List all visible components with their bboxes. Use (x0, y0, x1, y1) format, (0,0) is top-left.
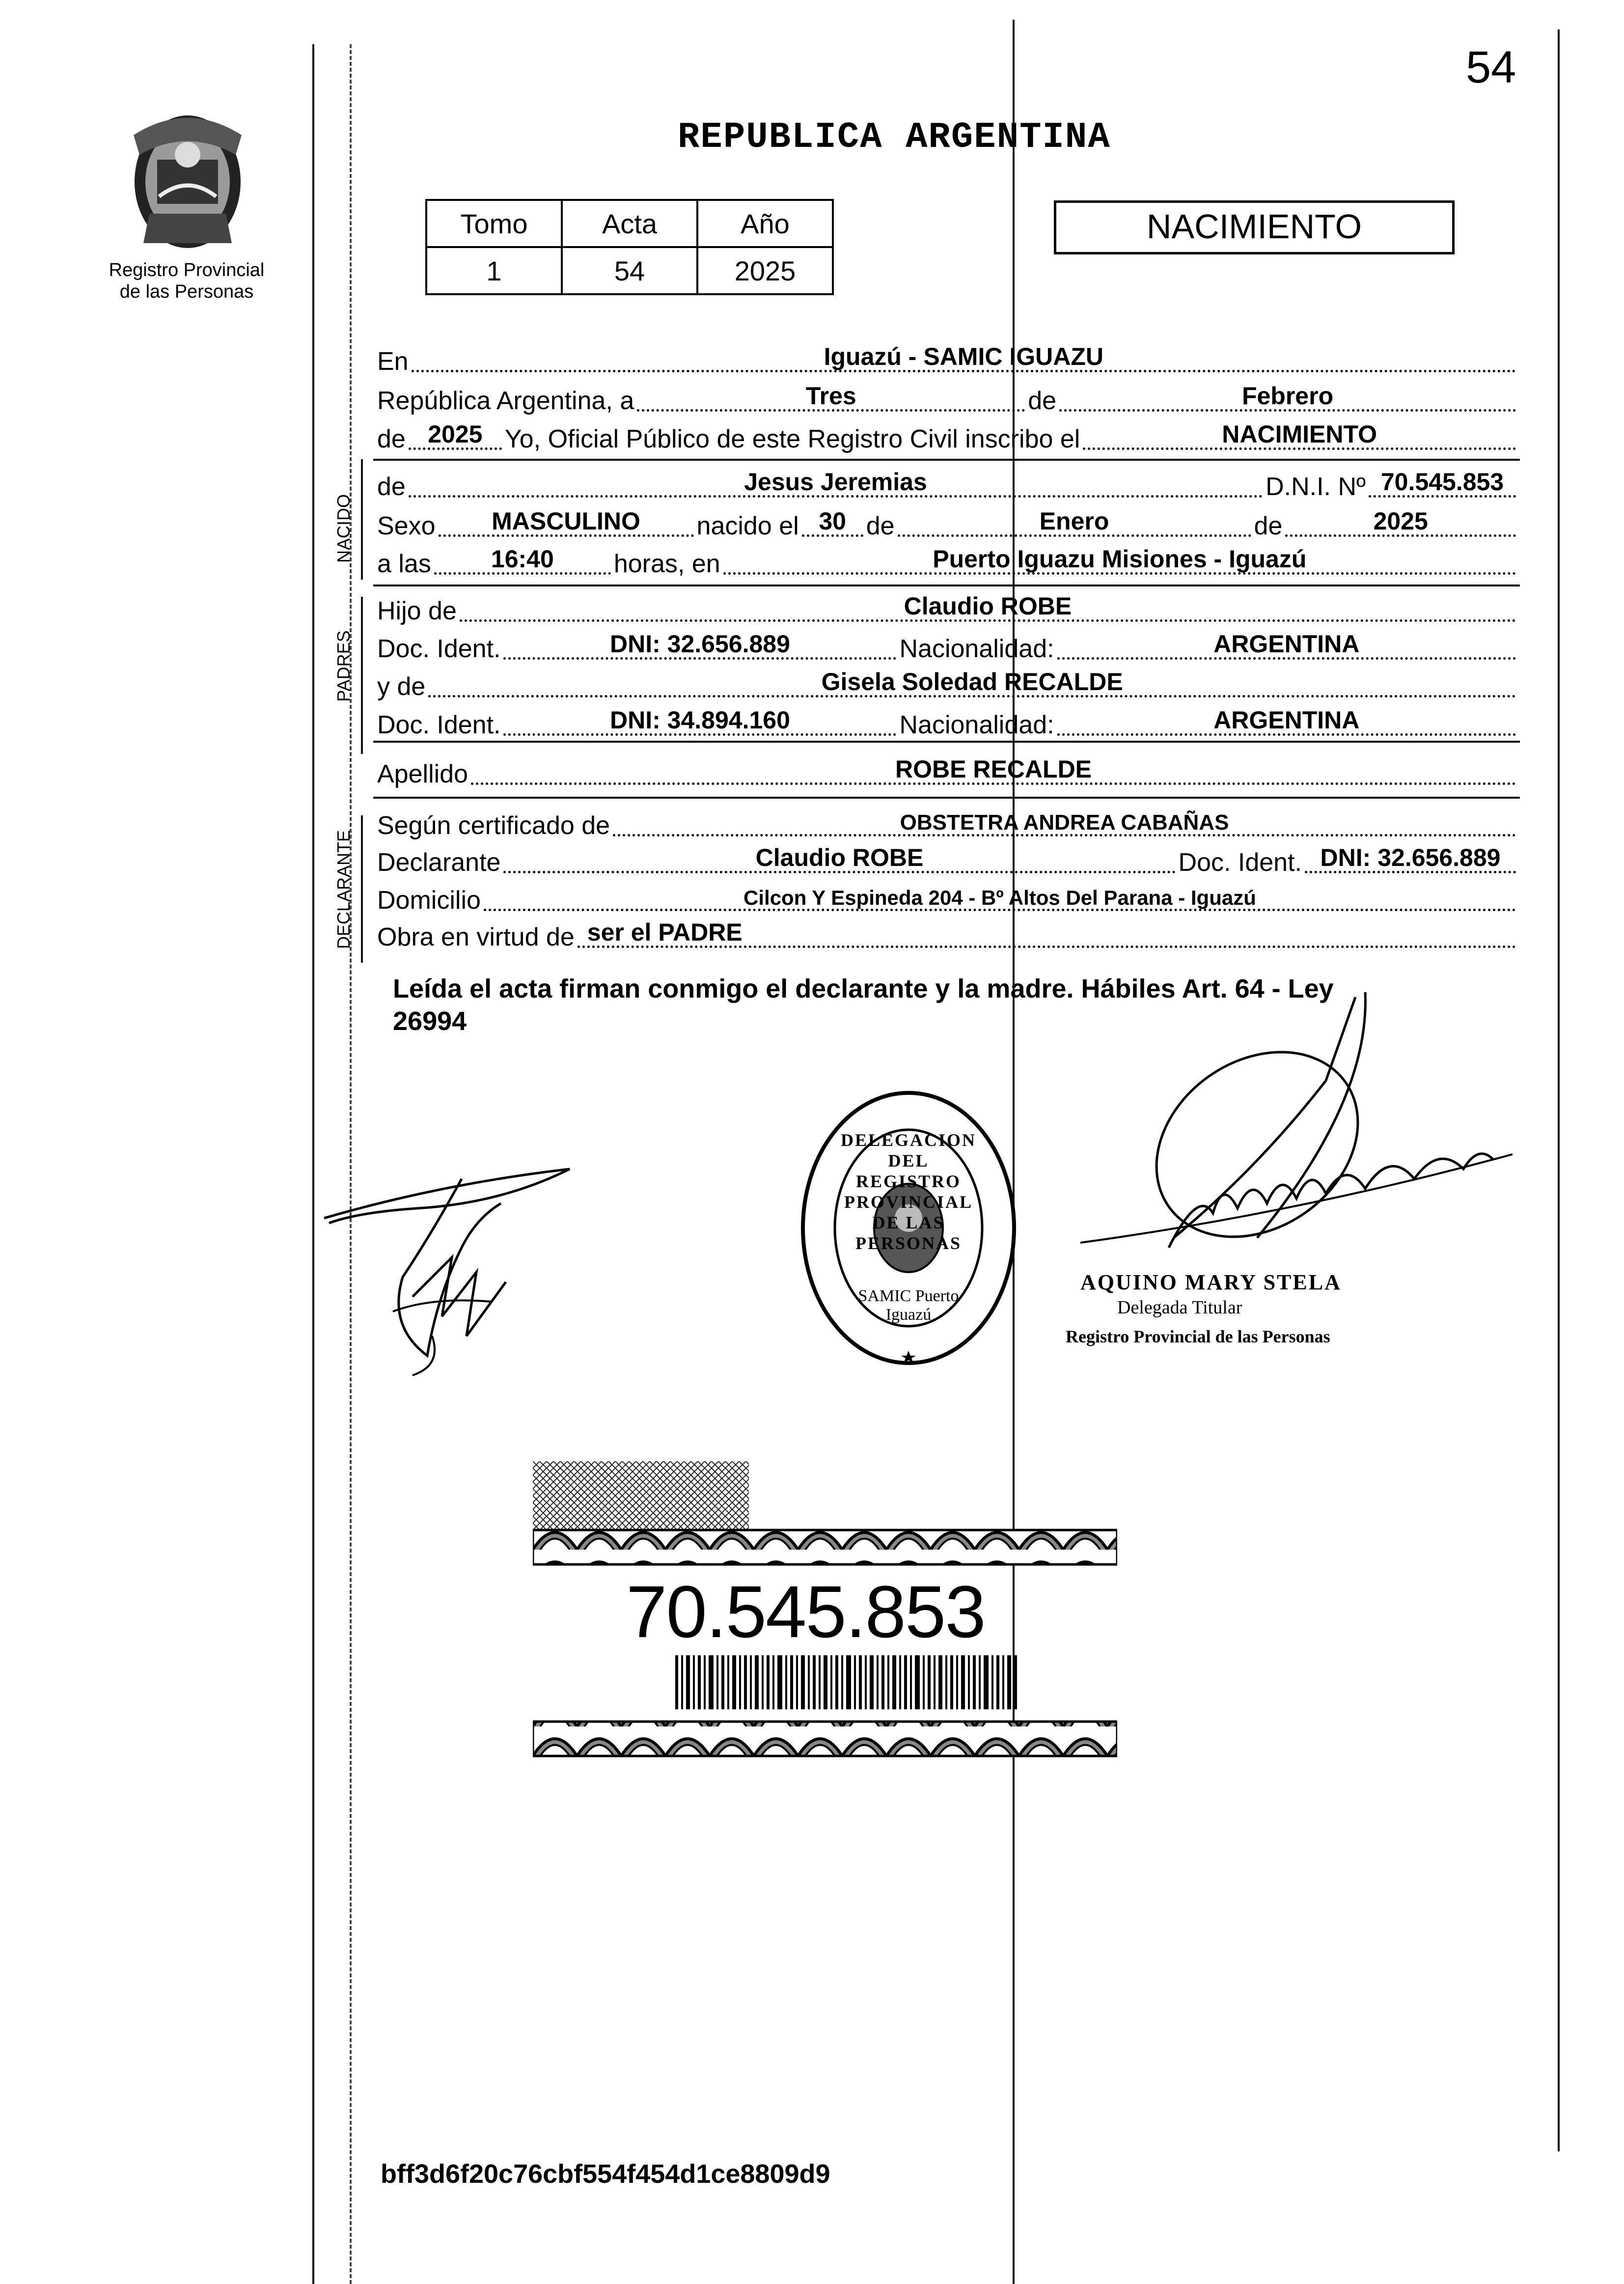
label-hijo-de: Hijo de (377, 597, 457, 625)
field-padre-doc (503, 628, 896, 660)
field-nombre (409, 466, 1263, 498)
section-label-nacido: NACIDO (333, 494, 354, 563)
field-certificado (613, 805, 1516, 836)
security-dni-number: 70.545.853 (626, 1570, 985, 1653)
record-type-box: NACIMIENTO (1054, 200, 1455, 254)
field-dia (637, 380, 1025, 412)
nacido-bracket (361, 459, 363, 580)
label-oficial: Yo, Oficial Público de este Registro Civil inscribo el (504, 425, 1080, 453)
label-apellido: Apellido (377, 760, 468, 788)
label-horas-en: horas, en (613, 550, 720, 578)
form-row-hora (377, 546, 1519, 579)
label-doc-ident-madre: Doc. Ident. (377, 711, 501, 739)
barcode-icon (675, 1655, 1019, 1709)
field-hora (434, 543, 611, 575)
section-label-padres: PADRES (333, 630, 354, 702)
label-de2: de (1254, 512, 1283, 540)
security-label (533, 1461, 1117, 1761)
label-a-las: a las (377, 550, 431, 578)
value-hora: 16:40 (491, 545, 554, 573)
value-lugar: Iguazú - SAMIC IGUAZU (824, 343, 1104, 370)
field-mes (1059, 380, 1516, 412)
label-y-de: y de (377, 672, 426, 701)
value-padre-doc: DNI: 32.656.889 (610, 630, 790, 658)
label-nacionalidad-padre: Nacionalidad: (899, 635, 1054, 663)
separator-2 (373, 585, 1520, 586)
page-number: 54 (1466, 42, 1516, 92)
official-office: Registro Provincial de las Personas (1066, 1327, 1330, 1346)
field-anio-nac (1285, 505, 1516, 537)
label-de-anio: de (377, 425, 406, 453)
value-madre: Gisela Soledad RECALDE (821, 668, 1123, 696)
form-row-madre (377, 669, 1519, 701)
closing-line1: Leída el acta firman conmigo el declarante y la madre. Hábiles Art. 64 - Ley (393, 974, 1334, 1003)
label-sexo: Sexo (377, 512, 436, 540)
label-doc-ident-padre: Doc. Ident. (377, 635, 501, 663)
value-anio-nac: 2025 (1373, 507, 1428, 535)
stamp-inner-text: SAMIC Puerto Iguazú (858, 1287, 959, 1324)
value-dia-nac: 30 (819, 507, 846, 535)
label-en: En (377, 347, 409, 376)
value-apellido: ROBE RECALDE (895, 755, 1092, 783)
label-de-mes: de (1028, 387, 1057, 415)
field-madre-nac (1057, 704, 1516, 736)
official-role: Delegada Titular (1117, 1297, 1242, 1318)
declarante-bracket (361, 815, 363, 963)
form-row-padre-doc (377, 631, 1519, 664)
label-domicilio: Domicilio (377, 886, 481, 915)
logo-caption-line2: de las Personas (119, 281, 254, 302)
value-mes: Febrero (1241, 382, 1334, 410)
table-value-anio: 2025 (697, 247, 833, 294)
label-de-nombre: de (377, 473, 406, 501)
field-dni (1369, 466, 1516, 498)
value-sexo: MASCULINO (492, 507, 640, 535)
label-obra: Obra en virtud de (377, 923, 575, 951)
form-row-madre-doc (377, 707, 1519, 740)
field-domicilio (484, 879, 1516, 911)
value-anio: 2025 (428, 420, 483, 448)
table-value-acta: 54 (562, 247, 697, 294)
label-declarante: Declarante (377, 848, 501, 877)
label-nacionalidad-madre: Nacionalidad: (899, 711, 1054, 739)
logo-caption (93, 259, 280, 303)
field-mes-nac (898, 505, 1251, 537)
field-declarante-doc (1305, 841, 1516, 873)
stamp-ring-text: DELEGACION DEL REGISTRO PROVINCIAL DE LAS PERSONAS (840, 1130, 977, 1253)
label-de1: de (866, 512, 895, 540)
field-dia-nac (802, 505, 863, 537)
field-padre (460, 590, 1516, 622)
form-row-anio (377, 421, 1519, 454)
field-apellido (471, 753, 1516, 785)
label-dni: D.N.I. Nº (1266, 473, 1366, 501)
value-mes-nac: Enero (1039, 507, 1109, 535)
table-value-tomo: 1 (426, 247, 562, 294)
right-margin-line (1558, 29, 1560, 2151)
registry-table-values (426, 247, 833, 294)
separator-1 (373, 459, 1520, 461)
field-padre-nac (1057, 628, 1516, 660)
page-title: REPUBLICA ARGENTINA (678, 117, 1111, 158)
form-row-domicilio (377, 883, 1519, 915)
table-header-acta: Acta (562, 200, 697, 247)
field-obra (578, 916, 1516, 948)
value-acto: NACIMIENTO (1222, 420, 1377, 448)
form-row-padre (377, 593, 1519, 626)
field-madre-doc (503, 704, 896, 736)
value-certificado: OBSTETRA ANDREA CABAÑAS (900, 810, 1229, 835)
label-doc-ident-declarante: Doc. Ident. (1178, 848, 1302, 877)
logo-caption-line1: Registro Provincial (109, 260, 265, 280)
registry-table-header (426, 200, 833, 247)
declarant-signature (314, 1149, 619, 1385)
field-declarante (503, 841, 1175, 873)
field-anio (409, 418, 502, 450)
field-sexo (439, 505, 694, 537)
value-padre-nac: ARGENTINA (1213, 630, 1360, 658)
form-row-nombre (377, 469, 1519, 501)
form-row-sexo (377, 508, 1519, 541)
document-hash: bff3d6f20c76cbf554f454d1ce8809d9 (381, 2159, 830, 2189)
form-row-fecha (377, 383, 1519, 416)
province-logo (114, 101, 261, 258)
value-lugar-nac: Puerto Iguazu Misiones - Iguazú (933, 545, 1307, 573)
field-lugar-nac (723, 543, 1516, 575)
form-row-certificado (377, 808, 1519, 840)
section-label-declarante: DECLARANTE (333, 830, 354, 949)
padres-bracket (361, 597, 363, 754)
table-header-tomo: Tomo (426, 200, 562, 247)
form-row-apellido (377, 756, 1519, 789)
form-row-lugar (377, 344, 1519, 376)
value-dni: 70.545.853 (1380, 468, 1504, 496)
value-madre-nac: ARGENTINA (1213, 706, 1360, 734)
value-declarante: Claudio ROBE (755, 844, 924, 871)
value-domicilio: Cilcon Y Espineda 204 - Bº Altos Del Parana - Iguazú (743, 886, 1256, 909)
field-lugar (412, 340, 1516, 372)
form-row-obra (377, 919, 1519, 952)
label-segun-cert: Según certificado de (377, 811, 610, 840)
label-republica: República Argentina, a (377, 387, 634, 415)
value-dia: Tres (805, 382, 856, 410)
official-name: AQUINO MARY STELA (1080, 1270, 1342, 1294)
table-header-anio: Año (697, 200, 833, 247)
form-row-declarante (377, 845, 1519, 877)
value-nombre: Jesus Jeremias (744, 468, 927, 496)
official-signature (1051, 982, 1532, 1297)
value-declarante-doc: DNI: 32.656.889 (1320, 844, 1501, 871)
field-madre (428, 666, 1516, 697)
closing-line2: 26994 (393, 1006, 467, 1036)
label-nacido-el: nacido el (696, 512, 799, 540)
value-madre-doc: DNI: 34.894.160 (610, 706, 790, 734)
field-acto (1083, 418, 1516, 450)
misiones-emblem-icon (114, 101, 261, 258)
value-padre: Claudio ROBE (904, 592, 1072, 620)
official-stamp (796, 1086, 1021, 1370)
separator-3 (373, 741, 1520, 743)
registry-table (425, 199, 834, 295)
separator-4 (373, 797, 1520, 799)
value-obra: ser el PADRE (587, 919, 743, 946)
